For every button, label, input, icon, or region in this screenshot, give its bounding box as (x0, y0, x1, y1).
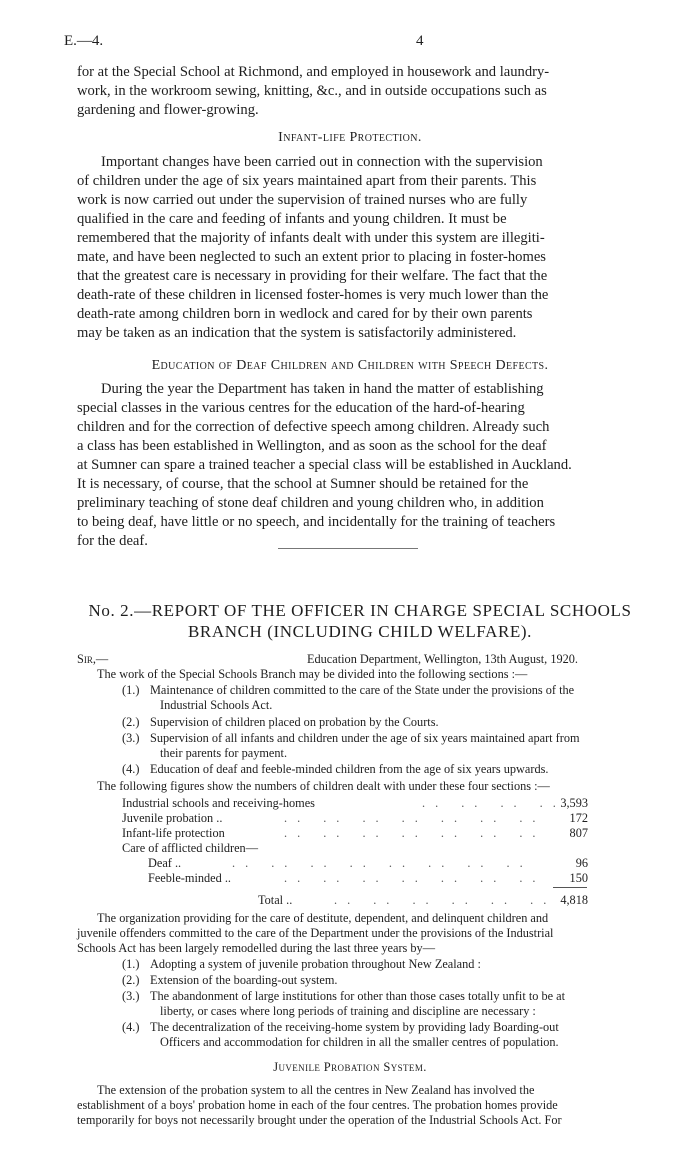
infant-life-heading: Infant-life Protection. (278, 130, 422, 145)
figures-value: 807 (569, 826, 588, 840)
text-line: death-rate of these children in licensed foster-homes is very much lower than the (77, 287, 549, 303)
report-title (70, 600, 650, 642)
section-item (122, 683, 642, 714)
text-line: remembered that the majority of infants dealt with under this system are illegiti- (77, 230, 545, 246)
text-line: mate, and have been neglected to such an extent prior to placing in foster-homes (77, 249, 546, 265)
leader-dots: .. .. .. .. .. .. .. (284, 826, 546, 840)
figures-value: 3,593 (560, 796, 588, 810)
text-line: at Sumner can spare a trained teacher a special class will be established in Auckland. (77, 457, 572, 473)
section-text: Supervision of all infants and children under the age of six years maintained apart from (150, 731, 580, 745)
figures-value: 96 (575, 856, 588, 870)
page-header (64, 33, 644, 53)
text-line: special classes in the various centres for the education of the hard-of-hearing (77, 400, 525, 416)
change-text: Adopting a system of juvenile probation throughout New Zealand : (150, 957, 481, 971)
report-title-line-2: BRANCH (INCLUDING CHILD WELFARE). (187, 622, 533, 641)
leader-dots: .. .. .. .. .. .. .. .. (232, 856, 533, 870)
text-line: temporarily for boys not necessarily brought under the operation of the Industrial Schools Act. For (77, 1113, 562, 1127)
change-number: (3.) (122, 989, 140, 1003)
text-line: a class has been established in Wellington, and as soon as the school for the deaf (77, 438, 547, 454)
figures-label: Juvenile probation .. (122, 811, 223, 825)
change-number: (4.) (122, 1020, 140, 1034)
section-number: (3.) (122, 731, 140, 745)
leader-dots: .. .. .. .. .. .. .. (284, 811, 546, 825)
section-text-continued: Industrial Schools Act. (160, 698, 273, 713)
section-number: (1.) (122, 683, 140, 697)
probation-heading: Juvenile Probation System. (273, 1060, 427, 1074)
change-item (122, 1020, 642, 1051)
figures-row (122, 826, 588, 841)
change-text-continued: Officers and accommodation for children in all the smaller centres of population. (160, 1035, 559, 1050)
figures-label: Feeble-minded .. (148, 871, 231, 885)
text-line: It is necessary, of course, that the school at Sumner should be retained for the (77, 476, 529, 492)
text-line: of children under the age of six years maintained apart from their parents. This (77, 173, 537, 189)
text-line: establishment of a boys' probation home in each of the four centres. The probation homes provide (77, 1098, 558, 1112)
section-text: Supervision of children placed on probation by the Courts. (150, 715, 439, 729)
text-line: gardening and flower-growing. (77, 102, 259, 118)
text-line: juvenile offenders committed to the care of the Department under the provisions of the Industrial (77, 926, 554, 940)
text-line: work is now carried out under the supervision of trained nurses who are fully (77, 192, 528, 208)
text-line: for at the Special School at Richmond, and employed in housework and laundry- (77, 64, 550, 80)
text-line: children and for the correction of defective speech among children. Already such (77, 419, 550, 435)
leader-dots: .. .. .. .. .. .. (334, 893, 557, 907)
figures-value: 172 (569, 811, 588, 825)
text-line: During the year the Department has taken in hand the matter of establishing (101, 381, 544, 397)
total-rule (553, 887, 587, 888)
section-item (122, 715, 642, 730)
figures-total-row (122, 893, 588, 908)
document-code: E.—4. (64, 33, 104, 49)
figures-label: Infant-life protection (122, 826, 225, 840)
salutation: Sir,— (77, 652, 109, 666)
change-text-continued: liberty, or cases where long periods of training and discipline are necessary : (160, 1004, 536, 1019)
figures-label: Care of afflicted children— (122, 841, 259, 855)
deaf-education-heading: Education of Deaf Children and Children with Speech Defects. (151, 358, 549, 373)
leader-dots: .. .. .. .. (422, 796, 566, 810)
section-item (122, 731, 642, 762)
change-item (122, 989, 642, 1020)
dateline: Education Department, Wellington, 13th August, 1920. (307, 652, 578, 666)
figures-intro: The following figures show the numbers of children dealt with under these four sections :— (97, 779, 550, 793)
text-line: qualified in the care and feeding of infants and young children. It must be (77, 211, 507, 227)
section-text-continued: their parents for payment. (160, 746, 288, 761)
figures-label: Industrial schools and receiving-homes (122, 796, 315, 810)
text-line: death-rate among children born in wedlock and cared for by their own parents (77, 306, 533, 322)
total-label: Total .. (258, 893, 293, 907)
text-line: preliminary teaching of stone deaf children and young children who, in addition (77, 495, 544, 511)
text-line: Important changes have been carried out in connection with the supervision (101, 154, 543, 170)
figures-value: 150 (569, 871, 588, 885)
text-line: Schools Act has been largely remodelled during the last three years by— (77, 941, 435, 955)
text-line: may be taken as an indication that the system is satisfactorily administered. (77, 325, 517, 341)
change-text: Extension of the boarding-out system. (150, 973, 338, 987)
figures-row (122, 841, 588, 856)
leader-dots: .. .. .. .. .. .. .. (284, 871, 546, 885)
text-line: The organization providing for the care of destitute, dependent, and delinquent children and (97, 911, 549, 925)
figures-row (122, 871, 588, 886)
change-item (122, 973, 642, 988)
figures-label: Deaf .. (148, 856, 182, 870)
figures-row (122, 811, 588, 826)
section-text: Maintenance of children committed to the care of the State under the provisions of the (150, 683, 575, 697)
text-line: that the greatest care is necessary in providing for their welfare. The fact that the (77, 268, 548, 284)
section-divider (278, 548, 418, 549)
change-number: (2.) (122, 973, 140, 987)
text-line: to being deaf, have little or no speech, and incidentally for the training of teachers (77, 514, 556, 530)
page-number: 4 (416, 33, 424, 49)
total-value: 4,818 (560, 893, 588, 907)
text-line: for the deaf. (77, 533, 148, 549)
figures-row (122, 856, 588, 871)
text-line: The extension of the probation system to all the centres in New Zealand has involved the (97, 1083, 535, 1097)
change-text: The abandonment of large institutions for other than those cases totally unfit to be at (150, 989, 566, 1003)
text-line: work, in the workroom sewing, knitting, &c., and in outside occupations such as (77, 83, 547, 99)
figures-row (122, 796, 588, 811)
sections-intro: The work of the Special Schools Branch may be divided into the following sections :— (97, 667, 528, 681)
change-item (122, 957, 642, 972)
section-item (122, 762, 642, 777)
section-number: (4.) (122, 762, 140, 776)
section-number: (2.) (122, 715, 140, 729)
change-text: The decentralization of the receiving-home system by providing lady Boarding-out (150, 1020, 559, 1034)
report-title-line-1: No. 2.—REPORT OF THE OFFICER IN CHARGE SPECIAL SCHOOLS (88, 601, 632, 620)
section-text: Education of deaf and feeble-minded children from the age of six years upwards. (150, 762, 549, 776)
change-number: (1.) (122, 957, 140, 971)
